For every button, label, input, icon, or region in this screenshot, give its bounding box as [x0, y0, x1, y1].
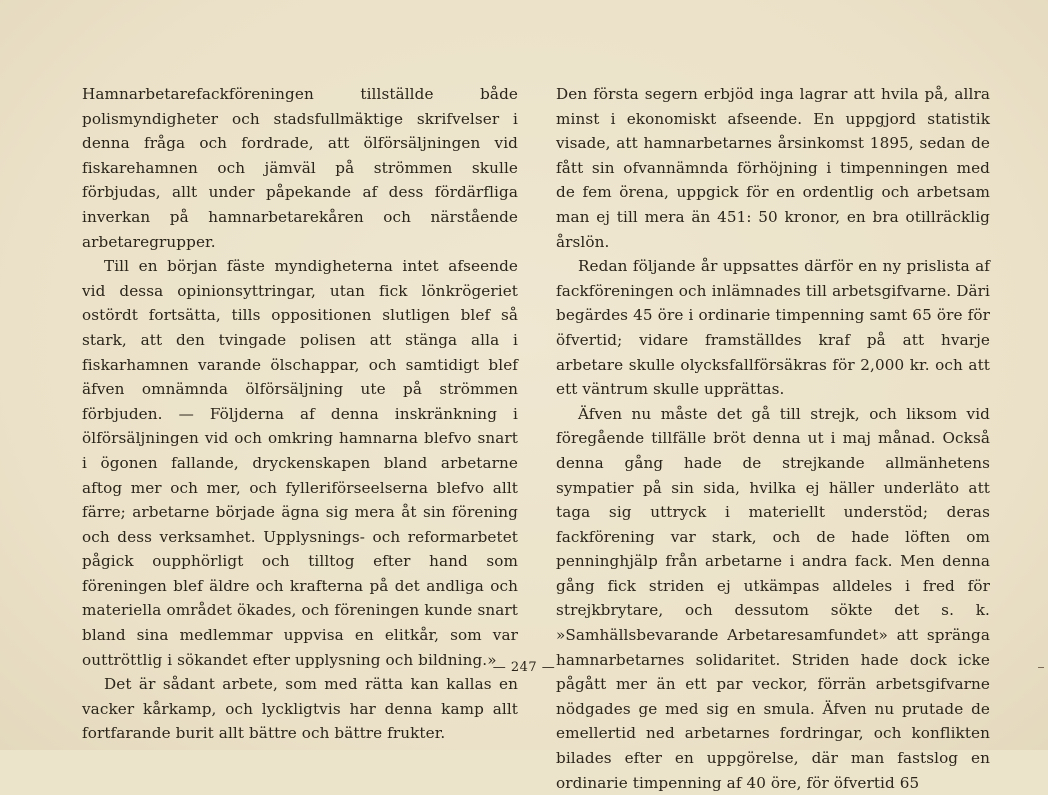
paragraph: Till en början fäste myndigheterna intet afseende vid dessa opinionsyttringar, utan fick lönkrögeriet ostördt fortsätta, tills oppositionen slutligen blef så stark, att den tvingade polisen att stänga alla i fiskarhamnen varande ölschappar, och samtidigt blef äfven omnämnda ölförsäljning ute på strömmen förbjuden. — Följderna af denna inskränkning i ölförsäljningen vid och omkring hamnarna blefvo snart i ögonen fallande, dryckenskapen bland arbetarne aftog mer och mer, och fylleriförseelserna blefvo allt färre; arbetarne började ägna sig mera åt sin förening och dess verksamhet. Upplysnings- och reformarbetet pågick oupphörligt och tilltog efter hand som föreningen blef äldre och krafterna på det andliga och materiella området ökades, och föreningen kunde snart bland sina medlemmar uppvisa en elitkår, som var outtröttlig i sökandet efter upplysning och bildning.» — [82, 257, 518, 669]
edge-mark — [1038, 667, 1044, 668]
paragraph: Redan följande år uppsattes därför en ny prislista af fackföreningen och inlämnades till arbetsgifvarne. Däri begärdes 45 öre i ordinarie timpenning samt 65 öre för öfvertid; vidare framställdes kraf på att hvarje arbetare skulle olycksfallförsäkras för 2,000 kr. och att ett väntrum skulle upprättas. — [556, 257, 990, 399]
right-column — [556, 82, 990, 795]
paragraph: Äfven nu måste det gå till strejk, och liksom vid föregående tillfälle bröt denna ut i maj månad. Också denna gång hade de strejkande allmänhetens sympatier på sin sida, hvilka ej häller underläto att taga sig uttryck i materiellt understöd; deras fackförening var stark, och de hade löften om penninghjälp från arbetarne i andra fack. Men denna gång fick striden ej utkämpas alldeles i fred för strejkbrytare, och dessutom sökte det s. k. »Samhällsbevarande Arbetaresamfundet» att spränga hamnarbetarnes solidaritet. Striden hade dock icke pågått mer än ett par veckor, förrän arbetsgifvarne nödgades ge med sig en smula. Äfven nu prutade de emellertid ned arbetarnes fordringar, och konflikten bilades efter en uppgörelse, där man fastslog en ordinarie timpenning af 40 öre, för öfvertid 65 — [556, 404, 990, 792]
paragraph: Det är sådant arbete, som med rätta kan kallas en vacker kårkamp, och lyckligtvis har denna kamp allt fortfarande burit allt bättre och bättre frukter. — [82, 675, 518, 743]
paragraph: Den första segern erbjöd inga lagrar att hvila på, allra minst i ekonomiskt afseende. En uppgjord statistik visade, att hamnarbetarnes årsinkomst 1895, sedan de fått sin ofvannämnda förhöjning i timpenningen med de fem örena, uppgick för en ordentlig och arbetsam man ej till mera än 451: 50 kronor, en bra otillräcklig årslön. — [556, 85, 990, 251]
paragraph: Hamnarbetarefackföreningen tillställde både polismyndigheter och stadsfullmäktige skrifvelser i denna fråga och fordrade, att ölförsäljningen vid fiskarehamnen och jämväl på strömmen skulle förbjudas, allt under påpekande af dess fördärfliga inverkan på hamnarbetarekåren och närstående arbetaregrupper. — [82, 85, 518, 251]
page-number: — 247 — — [492, 660, 556, 675]
left-column — [82, 82, 518, 746]
